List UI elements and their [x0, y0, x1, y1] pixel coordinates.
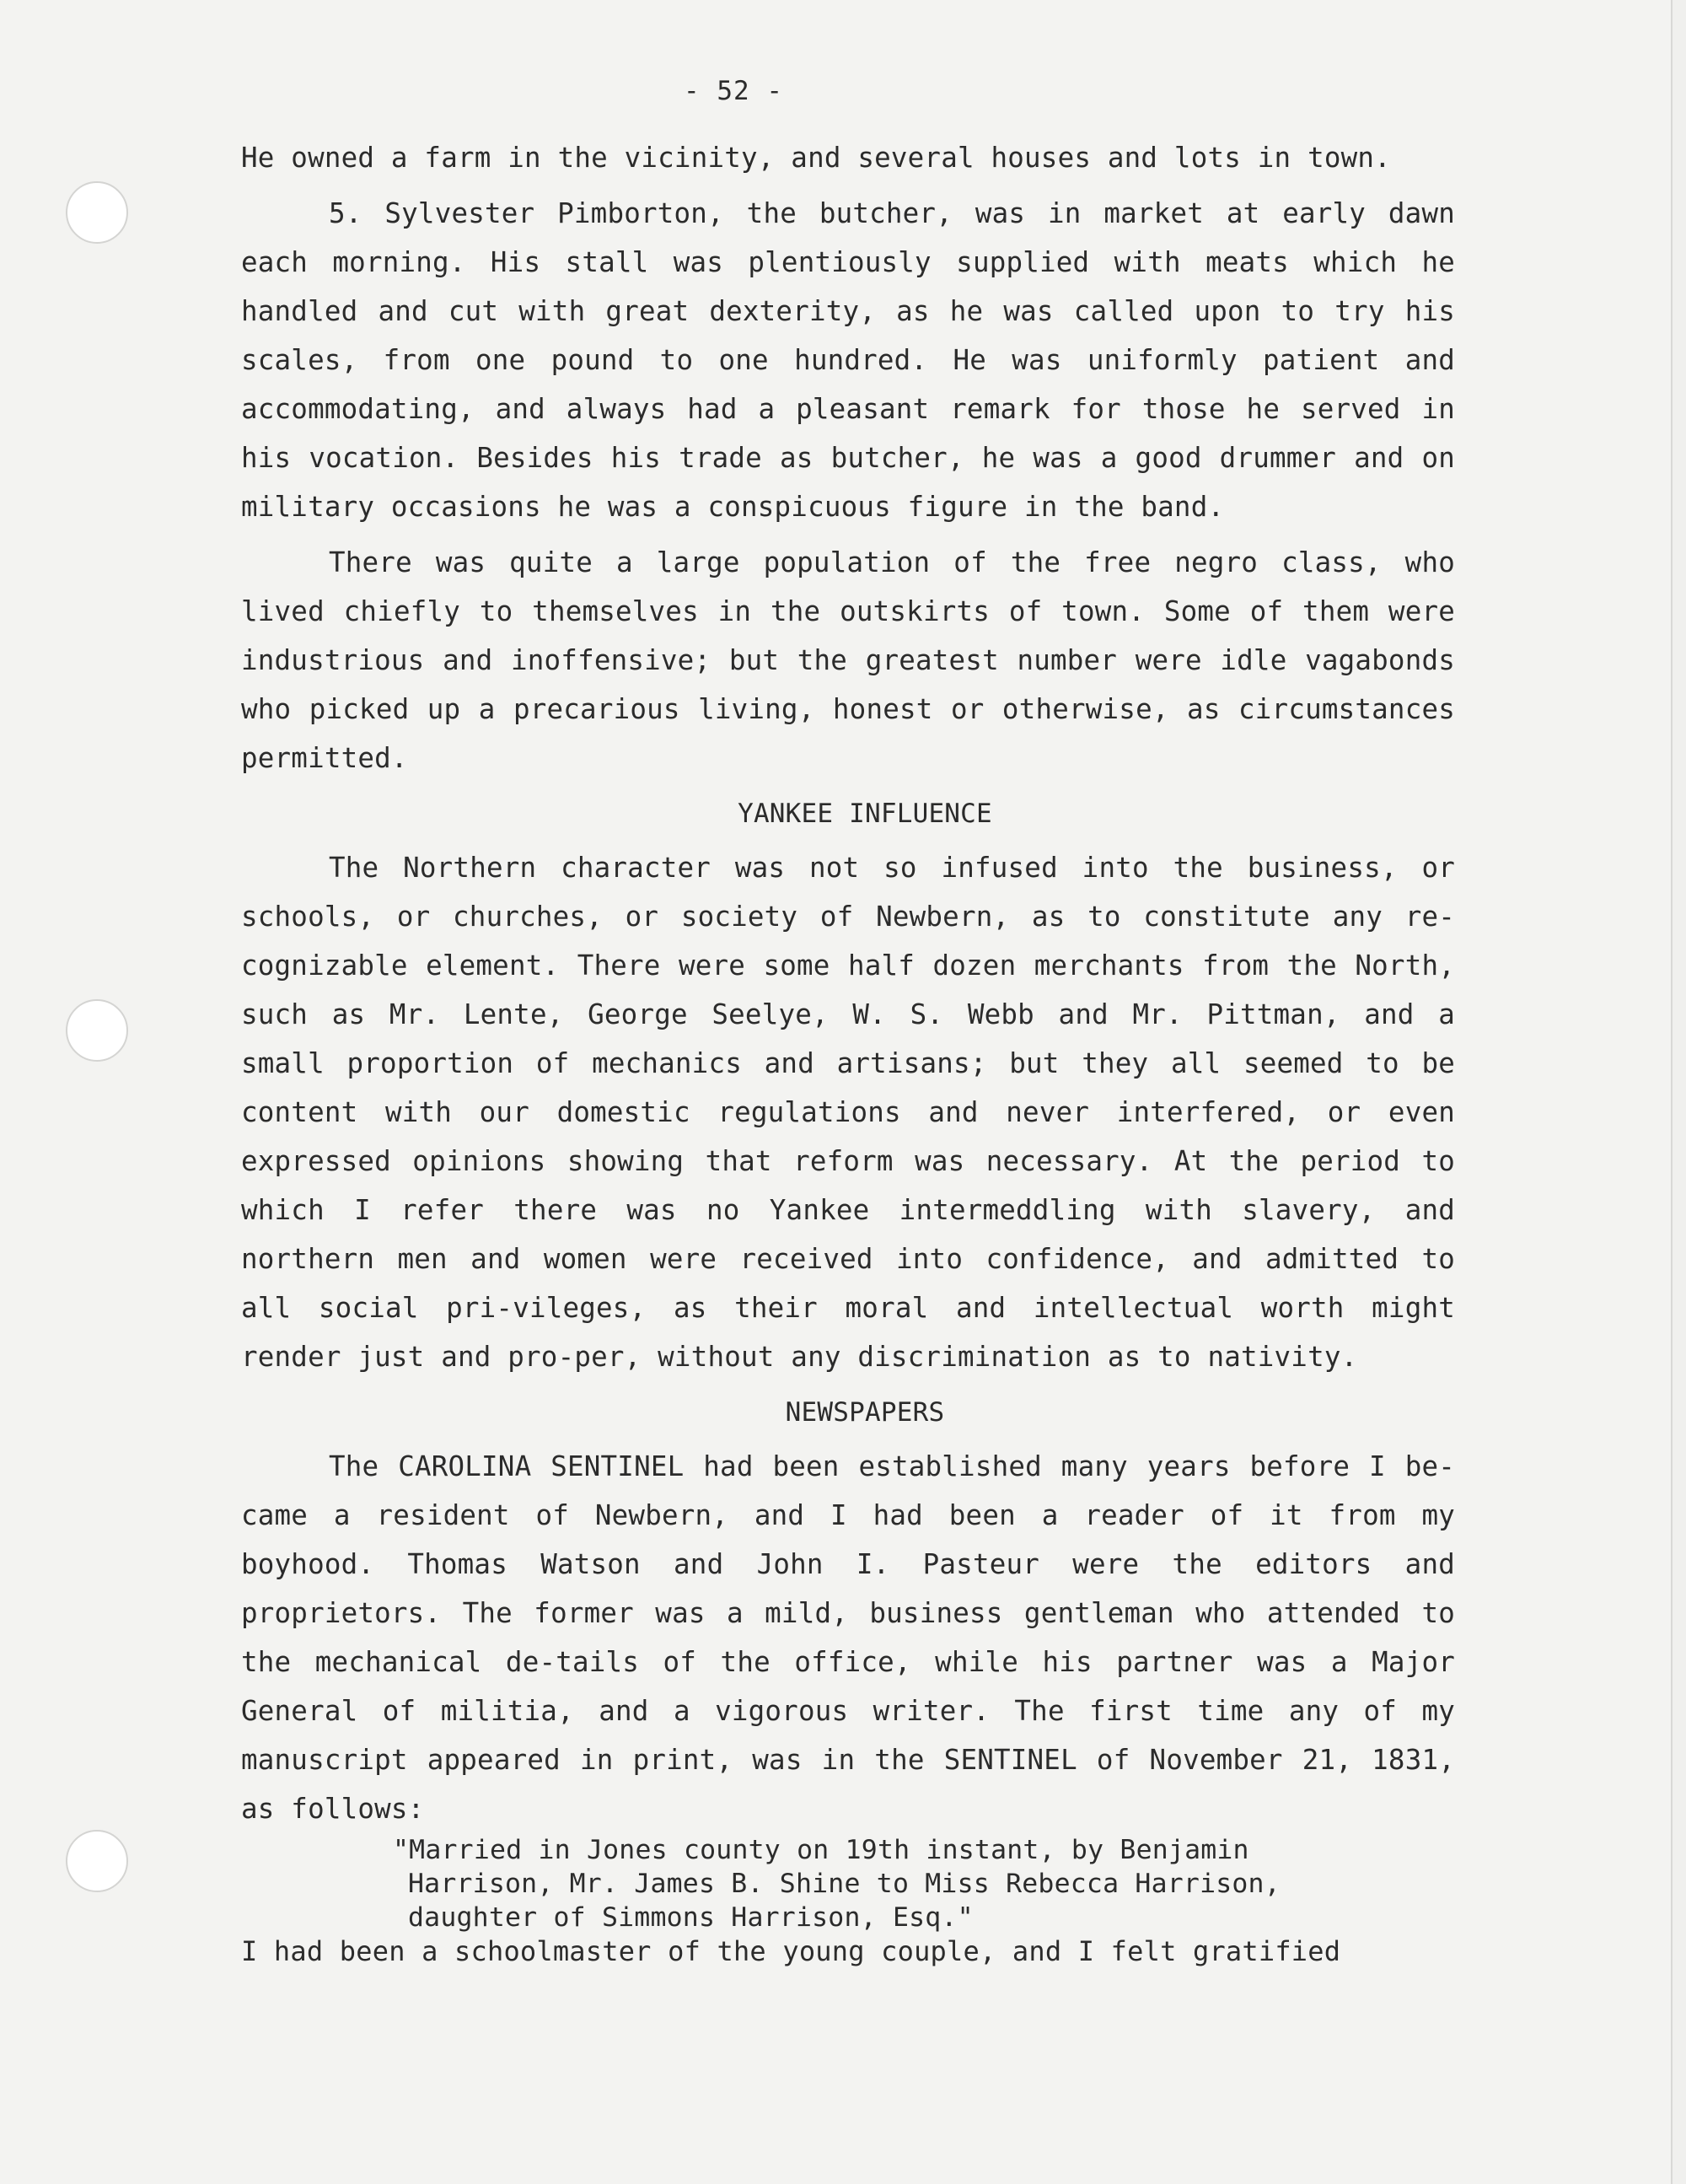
quote-line: daughter of Simmons Harrison, Esq." [408, 1902, 974, 1933]
body-text [241, 133, 1455, 1968]
quote-line: Harrison, Mr. James B. Shine to Miss Rebecca Harrison, [408, 1869, 1281, 1899]
quote-line: "Married in Jones county on 19th instant, by Benjamin [393, 1835, 1249, 1865]
newspaper-quote [393, 1833, 1455, 1934]
opening-line: He owned a farm in the vicinity, and several houses and lots in town. [241, 142, 1391, 174]
heading-yankee-influence: YANKEE INFLUENCE [738, 799, 992, 829]
closing-line: I had been a schoolmaster of the young couple, and I felt gratified [241, 1935, 1341, 1967]
paragraph-yankee-influence: The Northern character was not so infused into the business, or schools, or churches, or society of Newbern, as to constitute any re-cognizable element. There were some half dozen merchants from the North, such as Mr. Lente, George Seelye, W. S. Webb and Mr. Pittman, and a small proportion of mechanics and artisans; but they all seemed to be content with our domestic regulations and never interfered, or even expressed opinions showing that reform was necessary. At the period to which I refer there was no Yankee intermeddling with slavery, and northern men and women were received into confidence, and admitted to all social pri-vileges, as their moral and intellectual worth might render just and pro-per, without any discrimination as to nativity. [241, 852, 1455, 1373]
page-number: - 52 - [684, 76, 783, 106]
heading-newspapers: NEWSPAPERS [785, 1397, 945, 1428]
binder-hole-middle [66, 999, 128, 1062]
paragraph-butcher: 5. Sylvester Pimborton, the butcher, was in market at early dawn each morning. His stall was plentiously supplied with meats which he handled and cut with great dexterity, as he was called upon to try his scales, from one pound to one hundred. He was uniformly patient and accommodating, and always had a pleasant remark for those he served in his vocation. Besides his trade as butcher, he was a good drummer and on military occasions he was a conspicuous figure in the band. [241, 197, 1455, 523]
binder-hole-top [66, 181, 128, 244]
paragraph-newspapers: The CAROLINA SENTINEL had been established many years before I be-came a resident of Newbern, and I had been a reader of it from my boyhood. Thomas Watson and John I. Pasteur were the editors and proprietors. The former was a mild, business gentleman who attended to the mechanical de-tails of the office, while his partner was a Major General of militia, and a vigorous writer. The first time any of my manuscript appeared in print, was in the SENTINEL of November 21, 1831, as follows: [241, 1450, 1455, 1825]
paragraph-population: There was quite a large population of the free negro class, who lived chiefly to themselves in the outskirts of town. Some of them were industrious and inoffensive; but the greatest number were idle vagabonds who picked up a precarious living, honest or otherwise, as circumstances permitted. [241, 546, 1455, 774]
binder-hole-bottom [66, 1830, 128, 1892]
